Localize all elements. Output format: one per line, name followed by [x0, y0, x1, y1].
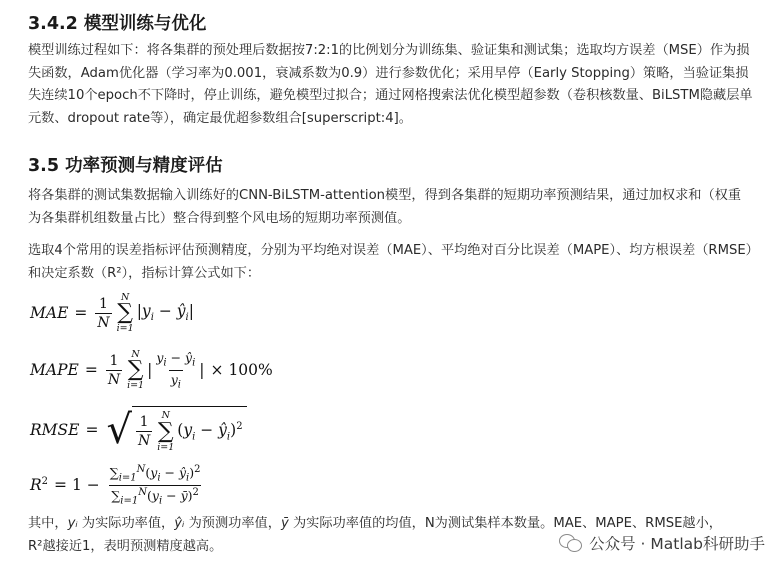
- r2-formula: $R^2$ = 1 − $\frac{\sum_{i=1}^N(y_i - ŷ_i)^2}{\sum_{i=1}^N(y_i - ȳ)^2}$: [30, 463, 201, 507]
- watermark-text: 公众号 · Matlab科研助手: [589, 535, 765, 553]
- mape-inner-fraction: $\frac{y_i - ŷ_i}{y_i}$: [156, 350, 196, 390]
- r2-lhs: R: [30, 476, 42, 495]
- model-training-paragraph: 模型训练过程如下：将各集群的预处理后数据按7:2:1的比例划分为训练集、验证集和测试集；选取均方误差（MSE）作为损失函数，Adam优化器（学习率为0.001，衰减系数为0.9）进行参数优化；采用早停（Early Stopping）策略，当验证集损失连续10个epoch不下降时，停止训练，避免模型过拟合；通过网格搜索法优化模型超参数（卷积核数量、BiLSTM隐藏层单元数、dropout rate等），确定最优超参数组合[superscript:4]。: [28, 43, 753, 126]
- variables-paragraph: 其中，yᵢ 为实际功率值，ŷᵢ 为预测功率值，ȳ 为实际功率值的均值，N为测试集样本数量。MAE、MAPE、RMSE越小，R²越接近1，表明预测精度越高。: [28, 516, 722, 554]
- mae-formula: MAE = $\frac{1}{N}$ N ∑ i=1 $|y_i$ − $ŷ_i|$: [30, 291, 194, 334]
- r2-fraction: $\frac{\sum_{i=1}^N(y_i - ŷ_i)^2}{\sum_{i=1}^N(y_i - ȳ)^2}$: [109, 463, 201, 507]
- mape-formula: MAPE = $\frac{1}{N}$ N ∑ i=1 | $\frac{y_i - ŷ_i}{y_i}$ | × 100%: [30, 348, 273, 391]
- mae-sum: N ∑ i=1: [116, 291, 134, 334]
- wechat-icon: [559, 533, 583, 553]
- section-heading-model-training: 3.4.2 模型训练与优化: [28, 14, 207, 34]
- rmse-sqrt: √ $\frac{1}{N}$ N ∑ i=1 ($y_i$ − $ŷ_i)^2$: [106, 406, 246, 454]
- mae-lhs: MAE: [30, 304, 69, 322]
- section-heading-power-prediction: 3.5 功率预测与精度评估: [28, 156, 223, 176]
- mape-percent: × 100%: [210, 361, 273, 379]
- metrics-intro-paragraph: 选取4个常用的误差指标评估预测精度，分别为平均绝对误差（MAE）、平均绝对百分比误差（MAPE）、均方根误差（RMSE）和决定系数（R²），指标计算公式如下：: [28, 243, 753, 281]
- mape-sum: N ∑ i=1: [127, 348, 145, 391]
- watermark: [559, 532, 765, 554]
- rmse-lhs: RMSE: [30, 421, 80, 439]
- rmse-formula: RMSE = √ $\frac{1}{N}$ N ∑ i=1 ($y_i$ − $ŷ_i)^2$: [30, 400, 247, 460]
- prediction-paragraph: 将各集群的测试集数据输入训练好的CNN-BiLSTM-attention模型，得到各集群的短期功率预测结果，通过加权求和（权重为各集群机组数量占比）整合得到整个风电场的短期功率预测值。: [28, 188, 742, 226]
- mae-fraction: $\frac{1}{N}$: [97, 295, 110, 331]
- mape-fraction: $\frac{1}{N}$: [107, 352, 121, 388]
- mape-lhs: MAPE: [30, 361, 79, 379]
